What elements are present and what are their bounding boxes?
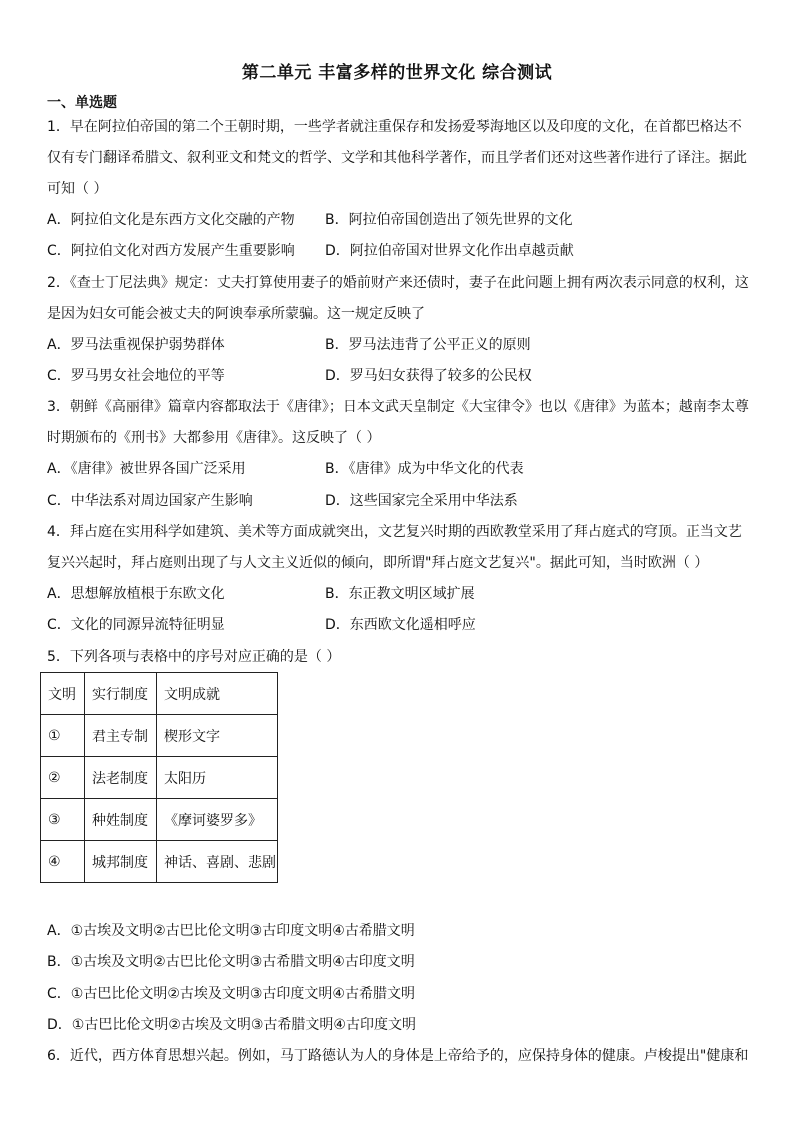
civilization-table xyxy=(40,672,278,883)
question-4-option-c[interactable]: C．文化的同源异流特征明显 xyxy=(47,617,225,633)
table-cell: 《摩诃婆罗多》 xyxy=(157,799,278,841)
table-header-cell: 文明 xyxy=(41,673,85,715)
table-cell: ② xyxy=(41,757,85,799)
question-4-option-b[interactable]: B．东正教文明区域扩展 xyxy=(325,586,475,602)
table-cell: 太阳历 xyxy=(157,757,278,799)
question-3-line-2: 时期颁布的《刑书》大都参用《唐律》。这反映了（ ） xyxy=(47,430,381,446)
question-6-line-1: 6．近代，西方体育思想兴起。例如，马丁路德认为人的身体是上帝给予的，应保持身体的健康。卢梭提出"健康和 xyxy=(47,1048,749,1064)
table-cell: 君主专制 xyxy=(85,715,157,757)
table-cell: 楔形文字 xyxy=(157,715,278,757)
question-5-option-d[interactable]: D．①古巴比伦文明②古埃及文明③古希腊文明④古印度文明 xyxy=(47,1017,416,1033)
question-2-option-d[interactable]: D．罗马妇女获得了较多的公民权 xyxy=(325,368,532,384)
question-3-option-c[interactable]: C．中华法系对周边国家产生影响 xyxy=(47,493,253,509)
question-1-line-2: 仅有专门翻译希腊文、叙利亚文和梵文的哲学、文学和其他科学著作，而且学者们还对这些著作进行了译注。据此 xyxy=(47,150,747,166)
question-3-option-a[interactable]: A．《唐律》被世界各国广泛采用 xyxy=(47,461,246,477)
question-2-line-2: 是因为妇女可能会被丈夫的阿谀奉承所蒙骗。这一规定反映了 xyxy=(47,306,425,322)
table-cell: 神话、喜剧、悲剧 xyxy=(157,841,278,883)
question-4-line-2: 复兴兴起时，拜占庭则出现了与人文主义近似的倾向，即所谓"拜占庭文艺复兴"。据此可知，当时欧洲（ ） xyxy=(47,555,709,571)
table-row xyxy=(41,799,278,841)
question-1-option-d[interactable]: D．阿拉伯帝国对世界文化作出卓越贡献 xyxy=(325,243,574,259)
question-3-option-d[interactable]: D．这些国家完全采用中华法系 xyxy=(325,493,518,509)
table-cell: ③ xyxy=(41,799,85,841)
table-row xyxy=(41,841,278,883)
question-5-option-b[interactable]: B．①古埃及文明②古巴比伦文明③古希腊文明④古印度文明 xyxy=(47,954,415,970)
table-cell: ① xyxy=(41,715,85,757)
table-cell: 城邦制度 xyxy=(85,841,157,883)
question-3-line-1: 3．朝鲜《高丽律》篇章内容都取法于《唐律》；日本文武天皇制定《大宝律令》也以《唐律》为蓝本；越南李太尊 xyxy=(47,399,749,415)
question-1-option-c[interactable]: C．阿拉伯文化对西方发展产生重要影响 xyxy=(47,243,295,259)
question-1-line-1: 1．早在阿拉伯帝国的第二个王朝时期，一些学者就注重保存和发扬爱琴海地区以及印度的文化，在首都巴格达不 xyxy=(47,119,742,135)
question-4-option-d[interactable]: D．东西欧文化遥相呼应 xyxy=(325,617,476,633)
question-1-line-3: 可知（ ） xyxy=(47,181,108,197)
question-3-option-b[interactable]: B．《唐律》成为中华文化的代表 xyxy=(325,461,524,477)
question-1-option-b[interactable]: B．阿拉伯帝国创造出了领先世界的文化 xyxy=(325,212,573,228)
section-heading: 一、单选题 xyxy=(47,95,117,111)
question-4-line-1: 4．拜占庭在实用科学如建筑、美术等方面成就突出，文艺复兴时期的西欧教堂采用了拜占庭式的穹顶。正当文艺 xyxy=(47,524,742,540)
question-2-option-b[interactable]: B．罗马法违背了公平正义的原则 xyxy=(325,337,531,353)
table-cell: 种姓制度 xyxy=(85,799,157,841)
page-title: 第二单元 丰富多样的世界文化 综合测试 xyxy=(241,63,553,83)
question-2-option-c[interactable]: C．罗马男女社会地位的平等 xyxy=(47,368,225,384)
question-4-option-a[interactable]: A．思想解放植根于东欧文化 xyxy=(47,586,225,602)
table-row xyxy=(41,715,278,757)
question-5-option-a[interactable]: A．①古埃及文明②古巴比伦文明③古印度文明④古希腊文明 xyxy=(47,923,415,939)
table-cell: 法老制度 xyxy=(85,757,157,799)
question-2-line-1: 2．《查士丁尼法典》规定：丈夫打算使用妻子的婚前财产来还债时，妻子在此问题上拥有两次表示同意的权利，这 xyxy=(47,275,749,291)
table-cell: ④ xyxy=(41,841,85,883)
table-header-cell: 实行制度 xyxy=(85,673,157,715)
question-2-option-a[interactable]: A．罗马法重视保护弱势群体 xyxy=(47,337,225,353)
question-5-option-c[interactable]: C．①古巴比伦文明②古埃及文明③古印度文明④古希腊文明 xyxy=(47,986,415,1002)
table-header-row xyxy=(41,673,278,715)
table-header-cell: 文明成就 xyxy=(157,673,278,715)
table-row xyxy=(41,757,278,799)
question-5-line-1: 5．下列各项与表格中的序号对应正确的是（ ） xyxy=(47,649,341,665)
question-1-option-a[interactable]: A．阿拉伯文化是东西方文化交融的产物 xyxy=(47,212,295,228)
